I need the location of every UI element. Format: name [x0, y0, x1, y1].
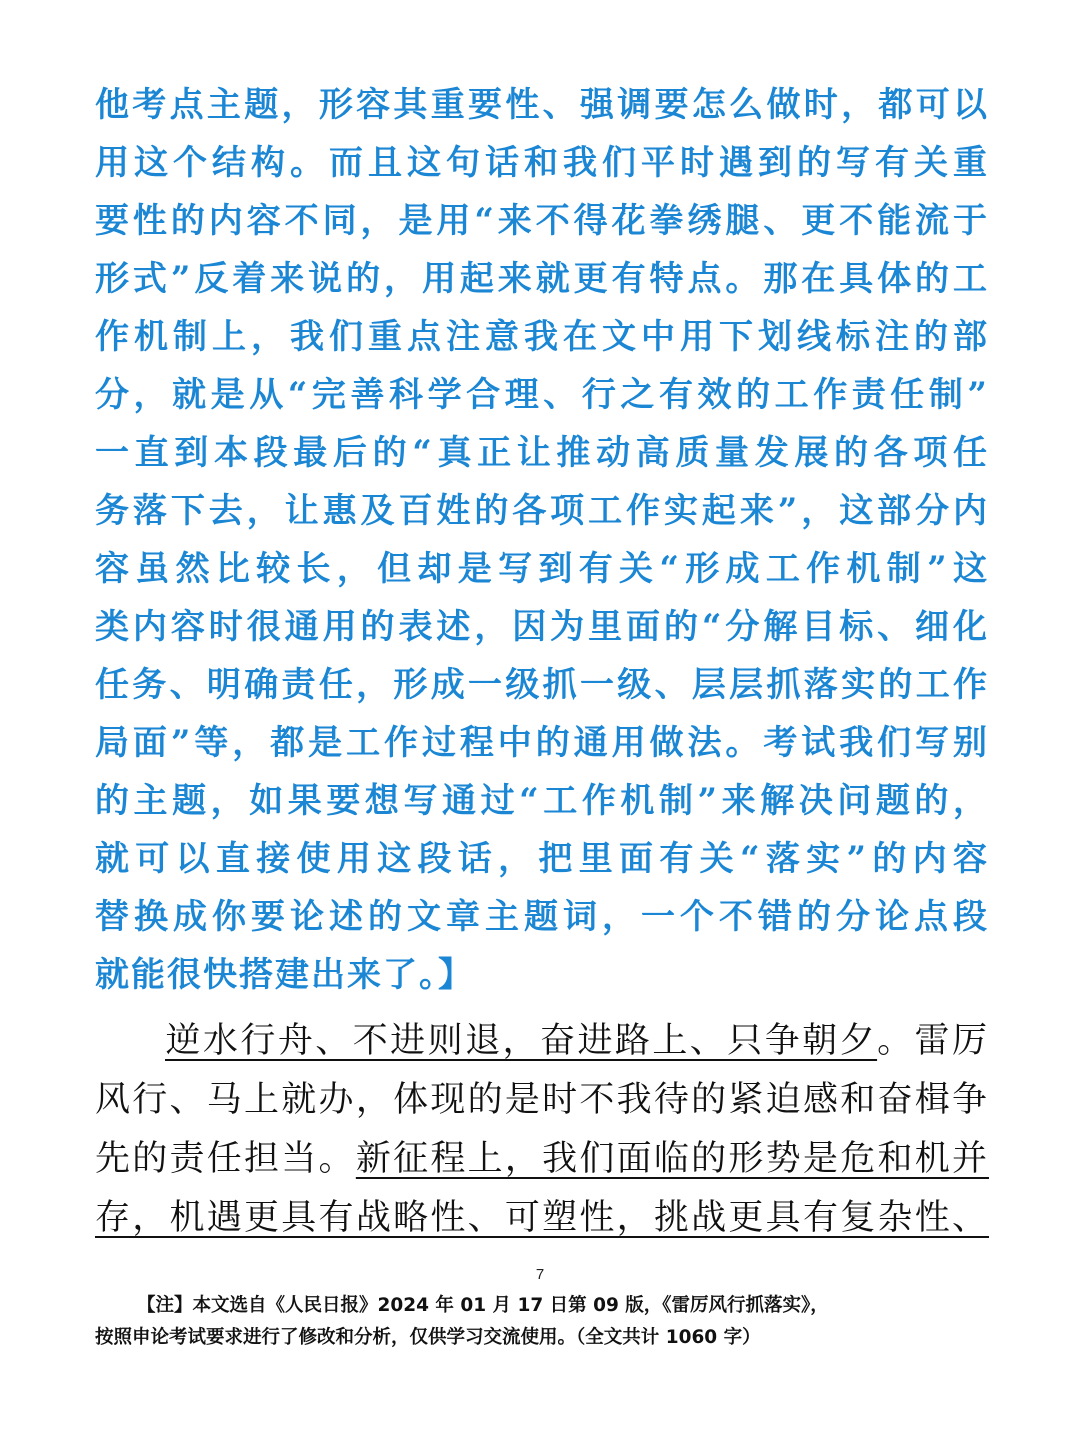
article-text: 。雷厉	[877, 1021, 989, 1061]
commentary-line: 要性的内容不同，是用“来不得花拳绣腿、更不能流于	[95, 201, 989, 241]
underlined-text: 逆水行舟、不进则退，奋进路上、只争朝夕	[165, 1021, 878, 1061]
commentary-line: 形式”反着来说的，用起来就更有特点。那在具体的工	[95, 259, 989, 299]
article-paragraph	[95, 1012, 989, 1248]
commentary-line: 类内容时很通用的表述，因为里面的“分解目标、细化	[95, 607, 989, 647]
article-line: 风行、马上就办，体现的是时不我待的紧迫感和奋楫争	[95, 1080, 989, 1120]
commentary-line: 替换成你要论述的文章主题词，一个不错的分论点段	[95, 897, 989, 937]
commentary-line: 用这个结构。而且这句话和我们平时遇到的写有关重	[95, 143, 989, 183]
article-line	[95, 1012, 989, 1071]
commentary-line: 务落下去，让惠及百姓的各项工作实起来”，这部分内	[95, 491, 989, 531]
commentary-line: 作机制上，我们重点注意我在文中用下划线标注的部	[95, 317, 989, 357]
source-note	[95, 1290, 995, 1354]
commentary-line: 一直到本段最后的“真正让推动高质量发展的各项任	[95, 433, 989, 473]
page-number: 7	[535, 1266, 545, 1283]
commentary-line: 分，就是从“完善科学合理、行之有效的工作责任制”	[95, 375, 989, 415]
commentary-line: 局面”等，都是工作过程中的通用做法。考试我们写别	[95, 723, 989, 763]
article-line	[95, 1130, 989, 1189]
underlined-text: 新征程上，我们面临的形势是危和机并	[355, 1139, 989, 1179]
source-note-line: 【注】本文选自《人民日报》2024 年 01 月 17 日第 09 版，《雷厉风行抓落实》，	[137, 1295, 829, 1316]
commentary-line: 他考点主题，形容其重要性、强调要怎么做时，都可以	[95, 85, 989, 125]
commentary-line: 的主题，如果要想写通过“工作机制”来解决问题的，	[95, 781, 989, 821]
commentary-line: 就可以直接使用这段话，把里面有关“落实”的内容	[95, 839, 989, 879]
article-text: 先的责任担当。	[95, 1139, 356, 1179]
commentary-block	[95, 76, 989, 1004]
underlined-text: 存，机遇更具有战略性、可塑性，挑战更具有复杂性、	[95, 1198, 989, 1238]
commentary-line: 任务、明确责任，形成一级抓一级、层层抓落实的工作	[95, 665, 989, 705]
source-note-line: 按照申论考试要求进行了修改和分析，仅供学习交流使用。（全文共计 1060 字）	[95, 1327, 761, 1348]
commentary-line: 就能很快搭建出来了。】	[95, 955, 474, 995]
commentary-line: 容虽然比较长，但却是写到有关“形成工作机制”这	[95, 549, 989, 589]
